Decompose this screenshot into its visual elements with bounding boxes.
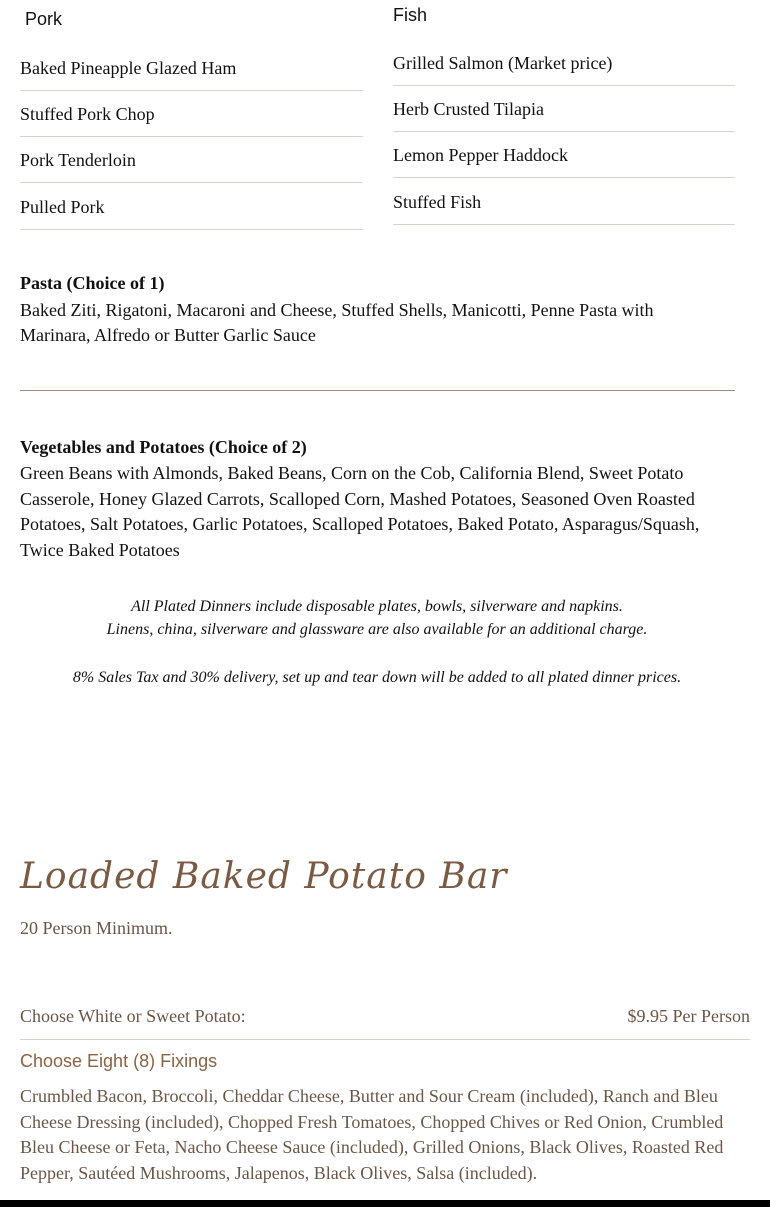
menu-item-label: Baked Pineapple Glazed Ham [20,58,237,78]
menu-item [393,40,735,86]
fixings-line: Crumbled Bacon, Broccoli, Cheddar Cheese, Butter and Sour Cream (included), Ranch and Bleu [20,1086,718,1106]
menu-item [20,184,363,230]
fixings-heading: Choose Eight (8) Fixings [20,1051,218,1071]
menu-item [20,137,363,183]
note-line: Linens, china, silverware and glassware are also available for an additional charge. [106,621,648,638]
menu-item [20,91,363,137]
fixings-line: Bleu Cheese or Feta, Nacho Cheese Sauce (included), Grilled Onions, Black Olives, Roasted Red [20,1137,724,1157]
menu-item-label: Pork Tenderloin [20,150,136,170]
note-line: All Plated Dinners include disposable plates, bowls, silverware and napkins. [131,598,623,615]
fixings-line: Cheese Dressing (included), Chopped Fresh Tomatoes, Chopped Chives or Red Onion, Crumbled [20,1112,724,1132]
menu-item [20,45,363,91]
veg-line: Potatoes, Salt Potatoes, Garlic Potatoes, Scalloped Potatoes, Baked Potato, Asparagus/Squash, [20,514,700,534]
potato-bar-title: Loaded Baked Potato Bar [20,856,508,897]
menu-item-label: Herb Crusted Tilapia [393,99,544,119]
pork-heading: Pork [25,9,63,29]
bottom-bar [0,1200,770,1207]
menu-item-label: Lemon Pepper Haddock [393,145,568,165]
pasta-title: Pasta (Choice of 1) [20,273,165,293]
menu-item-label: Stuffed Fish [393,192,482,212]
minimum-note: 20 Person Minimum. [20,918,173,938]
veg-line: Casserole, Honey Glazed Carrots, Scalloped Corn, Mashed Potatoes, Seasoned Oven Roasted [20,489,695,509]
fish-heading: Fish [393,5,428,25]
price-divider [20,1039,750,1040]
menu-item [393,132,735,178]
choose-potato-label: Choose White or Sweet Potato: [20,1006,246,1026]
veg-title: Vegetables and Potatoes (Choice of 2) [20,437,307,457]
menu-item-label: Pulled Pork [20,197,105,217]
fixings-line: Pepper, Sautéed Mushrooms, Jalapenos, Black Olives, Salsa (included). [20,1163,538,1183]
menu-item [393,179,735,225]
veg-line: Twice Baked Potatoes [20,540,180,560]
menu-item [393,86,735,132]
section-divider [20,390,735,391]
pasta-line: Baked Ziti, Rigatoni, Macaroni and Cheese, Stuffed Shells, Manicotti, Penne Pasta with [20,300,654,320]
menu-item-label: Grilled Salmon (Market price) [393,53,613,73]
menu-item-label: Stuffed Pork Chop [20,104,155,124]
note-line: 8% Sales Tax and 30% delivery, set up and tear down will be added to all plated dinner prices. [72,669,682,686]
price: $9.95 Per Person [627,1006,750,1026]
veg-line: Green Beans with Almonds, Baked Beans, Corn on the Cob, California Blend, Sweet Potato [20,463,684,483]
pasta-line: Marinara, Alfredo or Butter Garlic Sauce [20,325,316,345]
